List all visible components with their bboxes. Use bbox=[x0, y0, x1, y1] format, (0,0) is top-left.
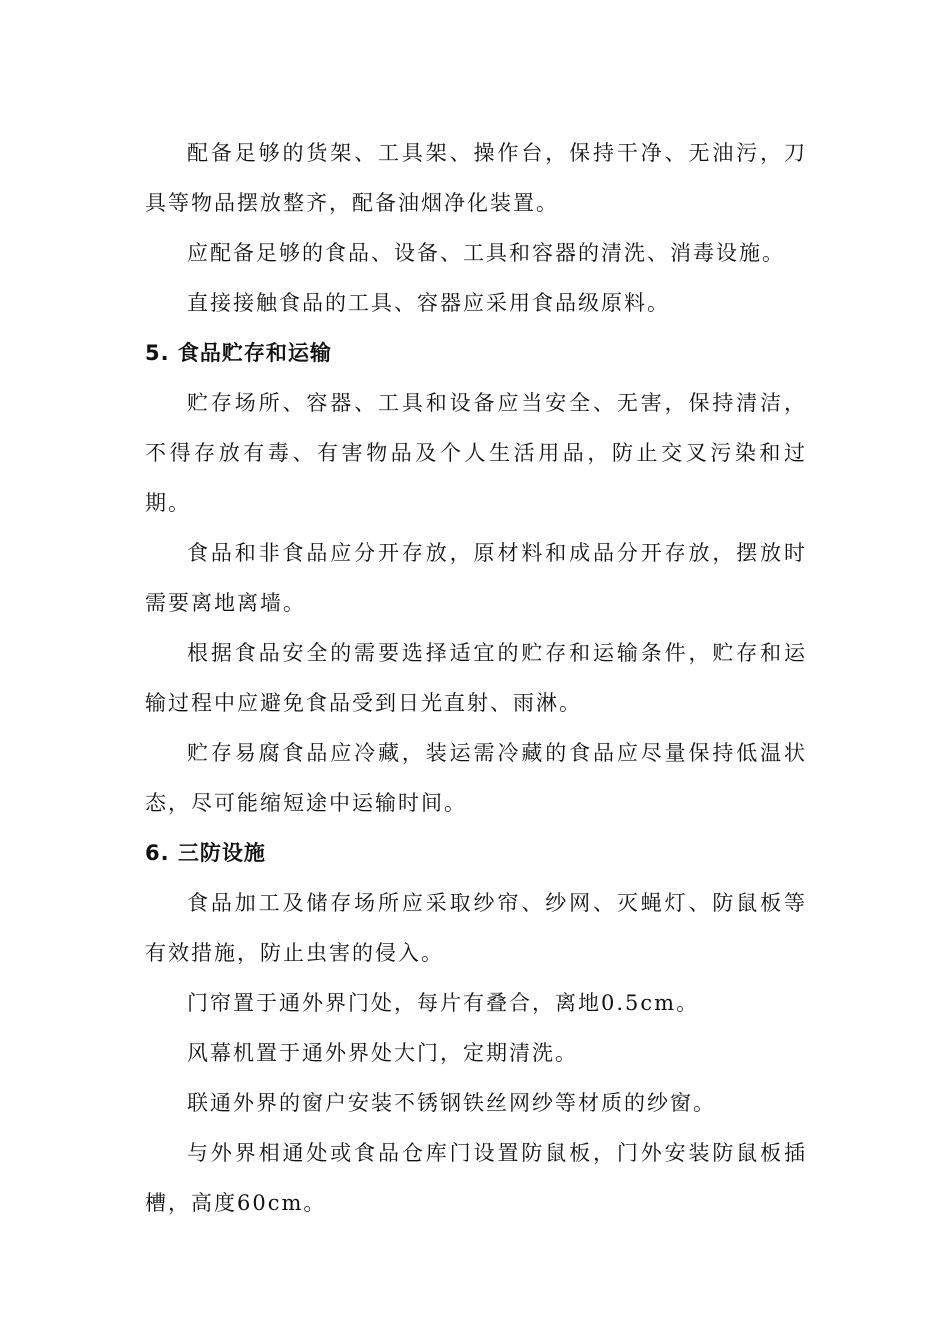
paragraph-window-screen: 联通外界的窗户安装不锈钢铁丝网纱等材质的纱窗。 bbox=[187, 1091, 716, 1115]
paragraph-door-curtain: 门帘置于通外界门处，每片有叠合，离地0.5cm。 bbox=[187, 991, 700, 1015]
paragraph-shelving: 配备足够的货架、工具架、操作台，保持干净、无油污，刀具等物品摆放整齐，配备油烟净化装置。 bbox=[145, 141, 807, 215]
document-body bbox=[145, 128, 807, 1228]
paragraph-cold-storage: 贮存易腐食品应冷藏，装运需冷藏的食品应尽量保持低温状态，尽可能缩短途中运输时间。 bbox=[145, 741, 807, 815]
paragraph-air-curtain: 风幕机置于通外界处大门，定期清洗。 bbox=[187, 1041, 578, 1065]
paragraph-storage-safety: 贮存场所、容器、工具和设备应当安全、无害，保持清洁，不得存放有毒、有害物品及个人生活用品，防止交叉污染和过期。 bbox=[145, 391, 807, 515]
paragraph-separate-storage: 食品和非食品应分开存放，原材料和成品分开存放，摆放时需要离地离墙。 bbox=[145, 541, 807, 615]
paragraph-cleaning-facilities: 应配备足够的食品、设备、工具和容器的清洗、消毒设施。 bbox=[187, 241, 785, 265]
paragraph-rodent-board: 与外界相通处或食品仓库门设置防鼠板，门外安装防鼠板插槽，高度60cm。 bbox=[145, 1141, 807, 1215]
section-heading-storage-transport: 5. 食品贮存和运输 bbox=[145, 341, 332, 365]
paragraph-pest-measures: 食品加工及储存场所应采取纱帘、纱网、灭蝇灯、防鼠板等有效措施，防止虫害的侵入。 bbox=[145, 891, 807, 965]
section-heading-pest-prevention: 6. 三防设施 bbox=[145, 841, 266, 865]
paragraph-food-grade-tools: 直接接触食品的工具、容器应采用食品级原料。 bbox=[187, 291, 670, 315]
paragraph-storage-conditions: 根据食品安全的需要选择适宜的贮存和运输条件，贮存和运输过程中应避免食品受到日光直射、雨淋。 bbox=[145, 641, 807, 715]
